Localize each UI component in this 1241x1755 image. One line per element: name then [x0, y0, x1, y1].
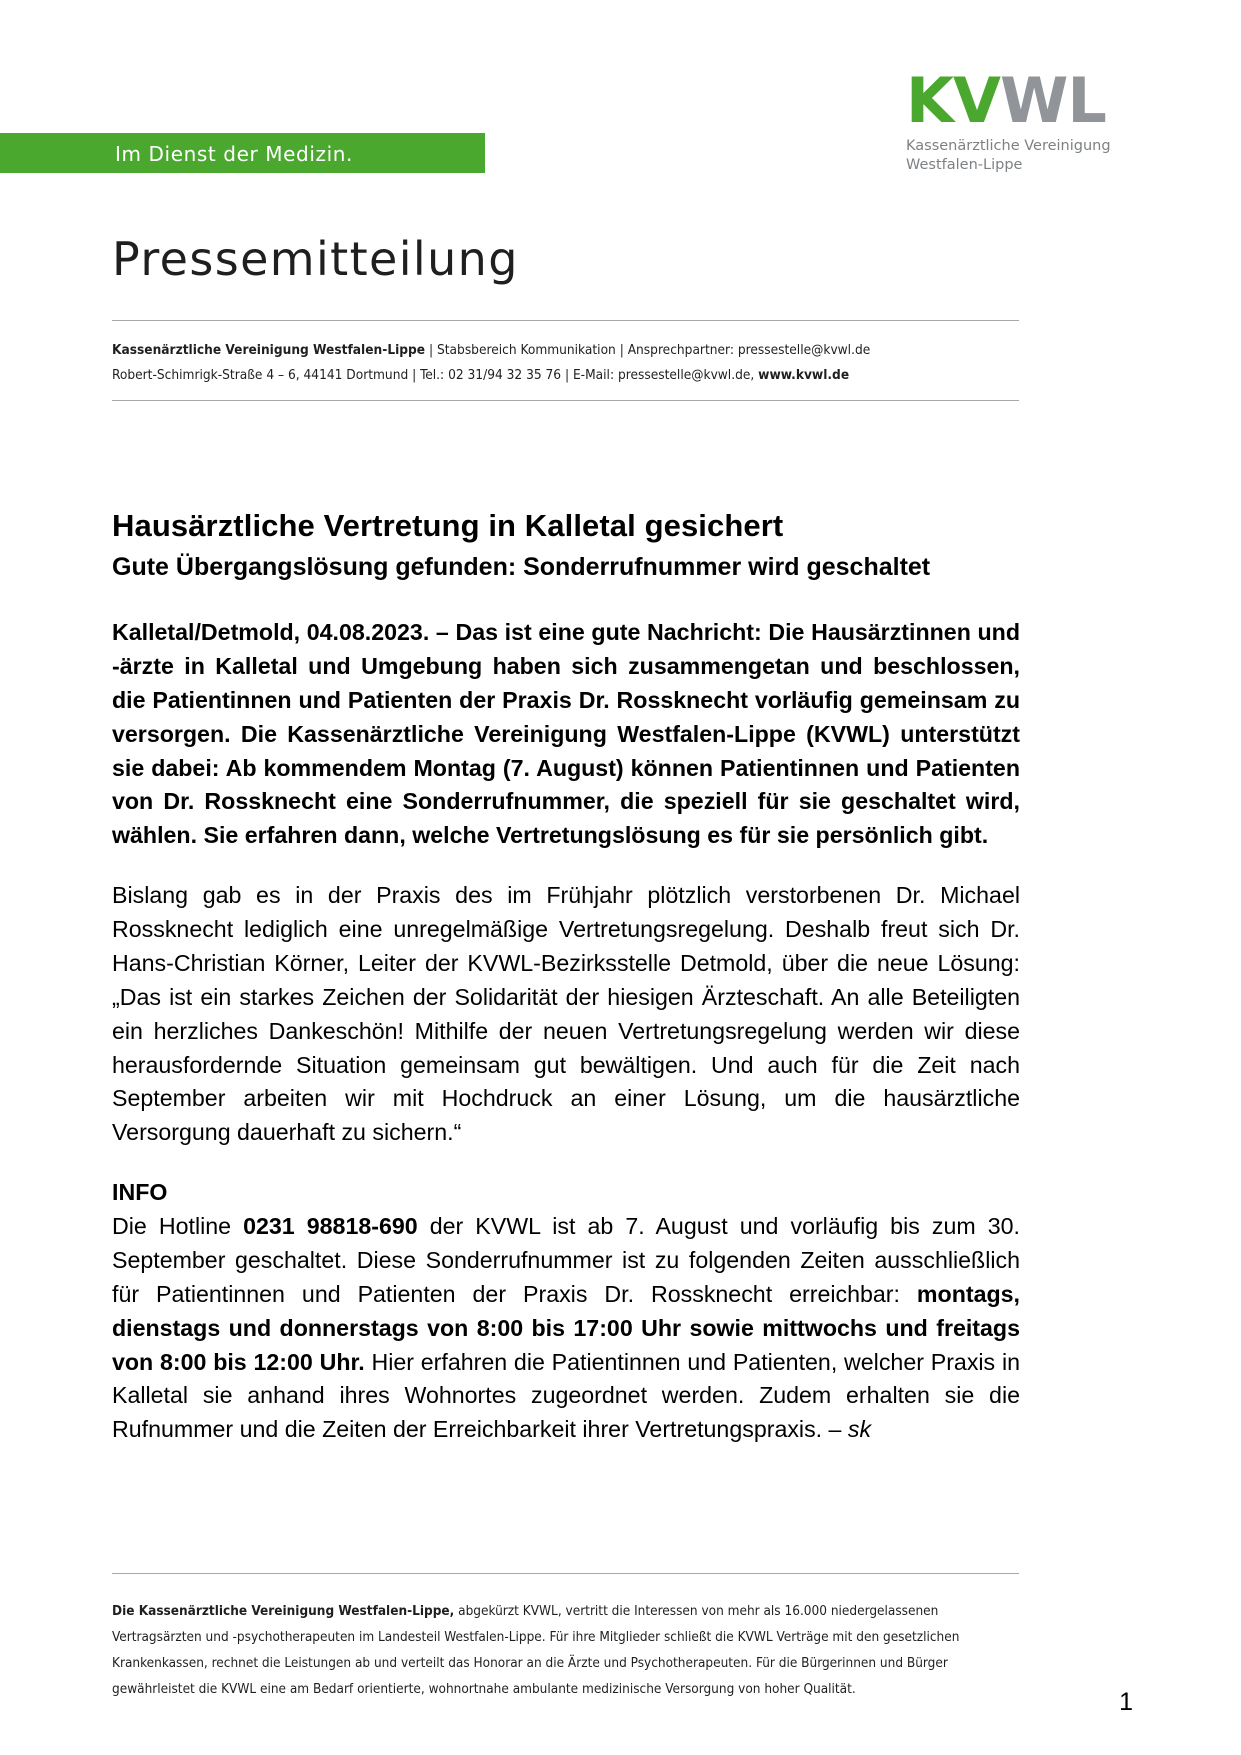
- divider-footer: [112, 1573, 1019, 1574]
- article-lead-paragraph: Kalletal/Detmold, 04.08.2023. – Das ist eine gute Nachricht: Die Hausärztinnen und -ärzte in Kalletal und Umgebung haben sich zusammengetan und beschlossen, die Patientinnen und Patienten der Praxis Dr. Rossknecht vorläufig gemeinsam zu versorgen. Die Kassenärztliche Vereinigung Westfalen-Lippe (KVWL) unterstützt sie dabei: Ab kommendem Montag (7. August) können Patientinnen und Patienten von Dr. Rossknecht eine Sonderrufnummer, die speziell für sie geschaltet wird, wählen. Sie erfahren dann, welche Vertretungslösung es für sie persönlich gibt.: [112, 619, 1020, 849]
- divider-bottom: [112, 400, 1019, 401]
- logo-mark-kv: KV: [906, 64, 1001, 137]
- page-number: 1: [1119, 1688, 1133, 1716]
- article-headline: Hausärztliche Vertretung in Kalletal gesichert: [112, 508, 784, 543]
- contact-website: www.kvwl.de: [758, 367, 850, 384]
- contact-line-1: [112, 338, 1022, 363]
- info-segment-1: Die Hotline: [112, 1213, 244, 1239]
- info-segment-2: der KVWL ist ab 7. August und vorläufig bis zum 30. September geschaltet. Diese Sonderrufnummer ist zu folgenden Zeiten ausschließlich für Patientinnen und Patienten der Praxis Dr. Rossknecht erreichbar:: [112, 1213, 1020, 1307]
- logo-subtitle: [906, 137, 1136, 175]
- footer-text: abgekürzt KVWL, vertritt die Interessen von mehr als 16.000 niedergelassenen Vertragsärzten und -psychotherapeuten im Landesteil Westfalen-Lippe. Für ihre Mitglieder schließt die KVWL Verträge mit den gesetzlichen Krankenkassen, rechnet die Leistungen ab und verteilt das Honorar an die Ärzte und Psychotherapeuten. Für die Bürgerinnen und Bürger gewährleistet die KVWL eine am Bedarf orientierte, wohnortnahe ambulante medizinische Versorgung von hoher Qualität.: [112, 1603, 960, 1698]
- author-signature: sk: [847, 1416, 872, 1443]
- logo-wordmark: [906, 64, 1136, 137]
- hotline-hours: montags, dienstags und donnerstags von 8:00 bis 17:00 Uhr sowie mittwochs und freitags von 8:00 bis 12:00 Uhr.: [112, 1280, 1020, 1375]
- brand-tagline: Im Dienst der Medizin.: [115, 142, 353, 166]
- footer-bold-intro: Die Kassenärztliche Vereinigung Westfalen-Lippe,: [112, 1603, 455, 1619]
- logo-subtitle-line2: Westfalen-Lippe: [906, 157, 1023, 174]
- contact-address: Robert-Schimrigk-Straße 4 – 6, 44141 Dortmund | Tel.: 02 31/94 32 35 76 | E-Mail: pressestelle@kvwl.de,: [112, 367, 759, 384]
- info-section-label: INFO: [112, 1179, 168, 1206]
- info-paragraph: [112, 1210, 1020, 1447]
- article-subheadline: Gute Übergangslösung gefunden: Sonderrufnummer wird geschaltet: [112, 553, 931, 581]
- article-paragraph-2: Bislang gab es in der Praxis des im Frühjahr plötzlich verstorbenen Dr. Michael Rossknecht lediglich eine unregelmäßige Vertretungsregelung. Deshalb freut sich Dr. Hans-Christian Körner, Leiter der KVWL-Bezirksstelle Detmold, über die neue Lösung: „Das ist ein starkes Zeichen der Solidarität der hiesigen Ärzteschaft. An alle Beteiligten ein herzliches Dankeschön! Mithilfe der neuen Vertretungsregelung werden wir diese herausfordernde Situation gemeinsam gut bewältigen. Und auch für die Zeit nach September arbeiten wir mit Hochdruck an einer Lösung, um die hausärztliche Versorgung dauerhaft zu sichern.“: [112, 882, 1020, 1146]
- contact-block: [112, 338, 1022, 388]
- contact-line-2: [112, 363, 1022, 388]
- logo-subtitle-line1: Kassenärztliche Vereinigung: [906, 137, 1111, 154]
- info-segment-3: Hier erfahren die Patientinnen und Patienten, welcher Praxis in Kalletal sie anhand ihres Wohnortes zugeordnet werden. Zudem erhalten sie die Rufnummer und die Zeiten der Erreichbarkeit ihrer Vertretungspraxis. –: [112, 1348, 1020, 1443]
- article-body: [112, 508, 1020, 1473]
- kvwl-logo: [906, 64, 1136, 175]
- page-title: Pressemitteilung: [112, 232, 519, 286]
- logo-mark-wl: WL: [1000, 64, 1106, 137]
- footer-disclaimer: [112, 1598, 1022, 1702]
- contact-org-name: Kassenärztliche Vereinigung Westfalen-Lippe: [112, 342, 426, 358]
- contact-line-1-rest: | Stabsbereich Kommunikation | Ansprechpartner: pressestelle@kvwl.de: [425, 342, 871, 358]
- hotline-number: 0231 98818-690: [243, 1213, 418, 1239]
- divider-top: [112, 320, 1019, 321]
